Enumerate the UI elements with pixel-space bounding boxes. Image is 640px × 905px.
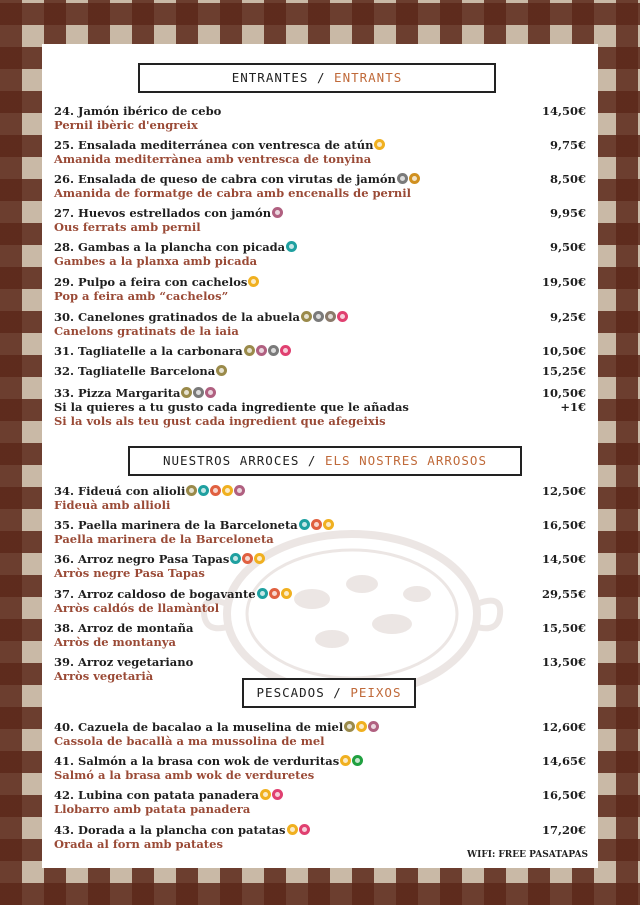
dish-name-ca: Gambes a la planxa amb picada	[54, 254, 258, 268]
menu-item	[54, 275, 586, 303]
fish-allergen-icon	[356, 721, 367, 732]
allergen-icons	[396, 172, 420, 186]
gluten-allergen-icon	[301, 311, 312, 322]
allergen-icons	[180, 386, 216, 400]
dish-price	[550, 240, 586, 254]
dish-price	[542, 621, 586, 635]
price-value: 16,50€	[541, 518, 586, 532]
price-value: 9,50€	[549, 240, 586, 254]
allergen-icons	[271, 206, 283, 220]
allergen-icons	[243, 344, 291, 358]
menu-item	[54, 518, 586, 546]
allergen-icons	[215, 364, 227, 378]
dish-name-es: 32. Tagliatelle Barcelona	[54, 364, 586, 378]
dish-name-ca: Paella marinera de la Barceloneta	[54, 532, 274, 546]
sesame-allergen-icon	[325, 311, 336, 322]
price-value: 8,50€	[549, 172, 586, 186]
section-title-es: NUESTROS ARROCES /	[163, 453, 317, 468]
crustacean-allergen-icon	[299, 519, 310, 530]
price-value: 14,50€	[541, 552, 586, 566]
dish-price	[542, 484, 586, 498]
menu-item	[54, 104, 586, 132]
dish-name-ca: Amanida mediterrànea amb ventresca de tonyina	[54, 152, 372, 166]
price-value: 19,50€	[541, 275, 586, 289]
price-value: 10,50€	[541, 344, 586, 358]
sulphite-allergen-icon	[205, 387, 216, 398]
allergen-icons	[373, 138, 385, 152]
fish-allergen-icon	[248, 276, 259, 287]
nuts-allergen-icon	[272, 789, 283, 800]
allergen-icons	[285, 240, 297, 254]
allergen-icons	[247, 275, 259, 289]
dish-name-es: 38. Arroz de montaña	[54, 621, 194, 635]
dish-name-es: 26. Ensalada de queso de cabra con virutas de jamón	[54, 172, 586, 186]
price-value: 14,65€	[541, 754, 586, 768]
mollusc-allergen-icon	[210, 485, 221, 496]
allergen-icons	[259, 788, 283, 802]
sulphite-allergen-icon	[256, 345, 267, 356]
dish-name-es: 33. Pizza Margarita	[54, 386, 586, 400]
dish-name-ca: Fideuà amb allioli	[54, 498, 171, 512]
dish-price	[542, 587, 586, 601]
dish-name-es: 28. Gambas a la plancha con picada	[54, 240, 586, 254]
menu-item	[54, 552, 586, 580]
celery-allergen-icon	[352, 755, 363, 766]
dish-name-es: 39. Arroz vegetariano	[54, 655, 194, 669]
menu-item	[54, 823, 586, 851]
allergen-icons	[286, 823, 310, 837]
dish-name-es: 29. Pulpo a feira con cachelos	[54, 275, 586, 289]
milk-allergen-icon	[397, 173, 408, 184]
dish-name-es: 34. Fideuá con alioli	[54, 484, 586, 498]
menu-item	[54, 720, 586, 748]
dish-price	[542, 518, 586, 532]
dish-name-ca: Canelons gratinats de la iaia	[54, 324, 239, 338]
menu-item	[54, 484, 586, 512]
allergen-icons	[256, 587, 292, 601]
dish-name-es: 27. Huevos estrellados con jamón	[54, 206, 586, 220]
dish-price	[542, 788, 586, 802]
section-title-ca: ELS NOSTRES ARROSOS	[325, 453, 487, 468]
price-value: 12,60€	[541, 720, 586, 734]
dish-name-es: 43. Dorada a la plancha con patatas	[54, 823, 586, 837]
dish-price	[550, 138, 586, 152]
dish-name-ca: Arròs caldós de llamàntol	[54, 601, 220, 615]
dish-name-ca: Ous ferrats amb pernil	[54, 220, 201, 234]
price-value: 9,25€	[549, 310, 586, 324]
gluten-allergen-icon	[244, 345, 255, 356]
dish-price	[550, 206, 586, 220]
dish-price	[542, 275, 586, 289]
dish-price	[542, 552, 586, 566]
fish-allergen-icon	[222, 485, 233, 496]
dish-price	[550, 310, 586, 324]
section-title-es: PESCADOS /	[256, 685, 342, 700]
price-value: 15,25€	[541, 364, 586, 378]
dish-name-es: 37. Arroz caldoso de bogavante	[54, 587, 586, 601]
nuts-allergen-icon	[280, 345, 291, 356]
dish-name-es: 42. Lubina con patata panadera	[54, 788, 586, 802]
dish-name-es: 40. Cazuela de bacalao a la muselina de miel	[54, 720, 586, 734]
sulphite-allergen-icon	[272, 207, 283, 218]
fish-allergen-icon	[323, 519, 334, 530]
price-value: 29,55€	[541, 587, 586, 601]
menu-item	[54, 754, 586, 782]
dish-price	[542, 754, 586, 768]
dish-name-ca: Amanida de formatge de cabra amb encenalls de pernil	[54, 186, 412, 200]
gluten-allergen-icon	[186, 485, 197, 496]
menu-item	[54, 655, 586, 683]
mustard-allergen-icon	[409, 173, 420, 184]
dish-price	[550, 172, 586, 186]
gluten-allergen-icon	[344, 721, 355, 732]
allergen-icons	[343, 720, 379, 734]
dish-price	[542, 386, 586, 414]
menu-page	[42, 44, 598, 868]
dish-name-ca: Pernil ibèric d'engreix	[54, 118, 198, 132]
fish-allergen-icon	[260, 789, 271, 800]
price-extra: +1€	[560, 400, 586, 414]
milk-allergen-icon	[193, 387, 204, 398]
menu-item	[54, 310, 586, 338]
menu-item	[54, 344, 586, 358]
nuts-allergen-icon	[337, 311, 348, 322]
wifi-note: WIFI: FREE PASATAPAS	[467, 850, 588, 860]
dish-name-es: 35. Paella marinera de la Barceloneta	[54, 518, 586, 532]
dish-name-es: 24. Jamón ibérico de cebo	[54, 104, 222, 118]
price-value: 14,50€	[541, 104, 586, 118]
dish-name-ca: Arròs vegetarià	[54, 669, 154, 683]
price-value: 13,50€	[541, 655, 586, 669]
allergen-icons	[339, 754, 363, 768]
fish-allergen-icon	[340, 755, 351, 766]
gluten-allergen-icon	[181, 387, 192, 398]
price-value: 12,50€	[541, 484, 586, 498]
section-title-ca: PEIXOS	[350, 685, 402, 700]
price-value: 9,95€	[549, 206, 586, 220]
dish-name-ca: Arròs negre Pasa Tapas	[54, 566, 205, 580]
milk-allergen-icon	[313, 311, 324, 322]
dish-name-es: 41. Salmón a la brasa con wok de verduritas	[54, 754, 586, 768]
allergen-icons	[300, 310, 348, 324]
section-title-arroces	[128, 446, 522, 476]
milk-allergen-icon	[268, 345, 279, 356]
dish-price	[542, 104, 586, 118]
section-title-es: ENTRANTES /	[231, 70, 326, 85]
menu-item	[54, 364, 586, 378]
allergen-icons	[298, 518, 334, 532]
mollusc-allergen-icon	[242, 553, 253, 564]
dish-price	[542, 823, 586, 837]
dish-name-ca: Cassola de bacallà a ma mussolina de mel	[54, 734, 325, 748]
mollusc-allergen-icon	[311, 519, 322, 530]
allergen-icons	[229, 552, 265, 566]
dish-name-ca: Orada al forn amb patates	[54, 837, 223, 851]
fish-allergen-icon	[374, 139, 385, 150]
dish-name-ca: Salmó a la brasa amb wok de verduretes	[54, 768, 315, 782]
dish-name-es: 25. Ensalada mediterránea con ventresca de atún	[54, 138, 586, 152]
sulphite-allergen-icon	[368, 721, 379, 732]
dish-price	[542, 720, 586, 734]
menu-item	[54, 621, 586, 649]
menu-item	[54, 386, 586, 428]
dish-name-es: 36. Arroz negro Pasa Tapas	[54, 552, 586, 566]
price-value: 17,20€	[541, 823, 586, 837]
crustacean-allergen-icon	[257, 588, 268, 599]
price-value: 9,75€	[549, 138, 586, 152]
menu-item	[54, 240, 586, 268]
menu-item	[54, 138, 586, 166]
gluten-allergen-icon	[216, 365, 227, 376]
crustacean-allergen-icon	[198, 485, 209, 496]
fish-allergen-icon	[254, 553, 265, 564]
menu-item	[54, 788, 586, 816]
dish-name-ca: Si la vols als teu gust cada ingredient que afegeixis	[54, 414, 386, 428]
fish-allergen-icon	[281, 588, 292, 599]
price-value: 10,50€	[541, 386, 586, 400]
menu-item	[54, 587, 586, 615]
nuts-allergen-icon	[299, 824, 310, 835]
allergen-icons	[185, 484, 245, 498]
dish-name-ca: Pop a feira amb “cachelos”	[54, 289, 229, 303]
dish-name-es: 30. Canelones gratinados de la abuela	[54, 310, 586, 324]
dish-name-es: 31. Tagliatelle a la carbonara	[54, 344, 586, 358]
crustacean-allergen-icon	[230, 553, 241, 564]
price-value: 16,50€	[541, 788, 586, 802]
dish-price	[542, 364, 586, 378]
dish-name-ca: Arròs de montanya	[54, 635, 177, 649]
sulphite-allergen-icon	[234, 485, 245, 496]
mollusc-allergen-icon	[269, 588, 280, 599]
fish-allergen-icon	[287, 824, 298, 835]
dish-price	[542, 655, 586, 669]
dish-note-es: Si la quieres a tu gusto cada ingrediente que le añadas	[54, 400, 409, 414]
section-title-ca: ENTRANTS	[334, 70, 403, 85]
dish-name-ca: Llobarro amb patata panadera	[54, 802, 251, 816]
dish-price	[542, 344, 586, 358]
menu-item	[54, 206, 586, 234]
crustacean-allergen-icon	[286, 241, 297, 252]
menu-item	[54, 172, 586, 200]
section-title-entrantes	[138, 63, 496, 93]
price-value: 15,50€	[541, 621, 586, 635]
